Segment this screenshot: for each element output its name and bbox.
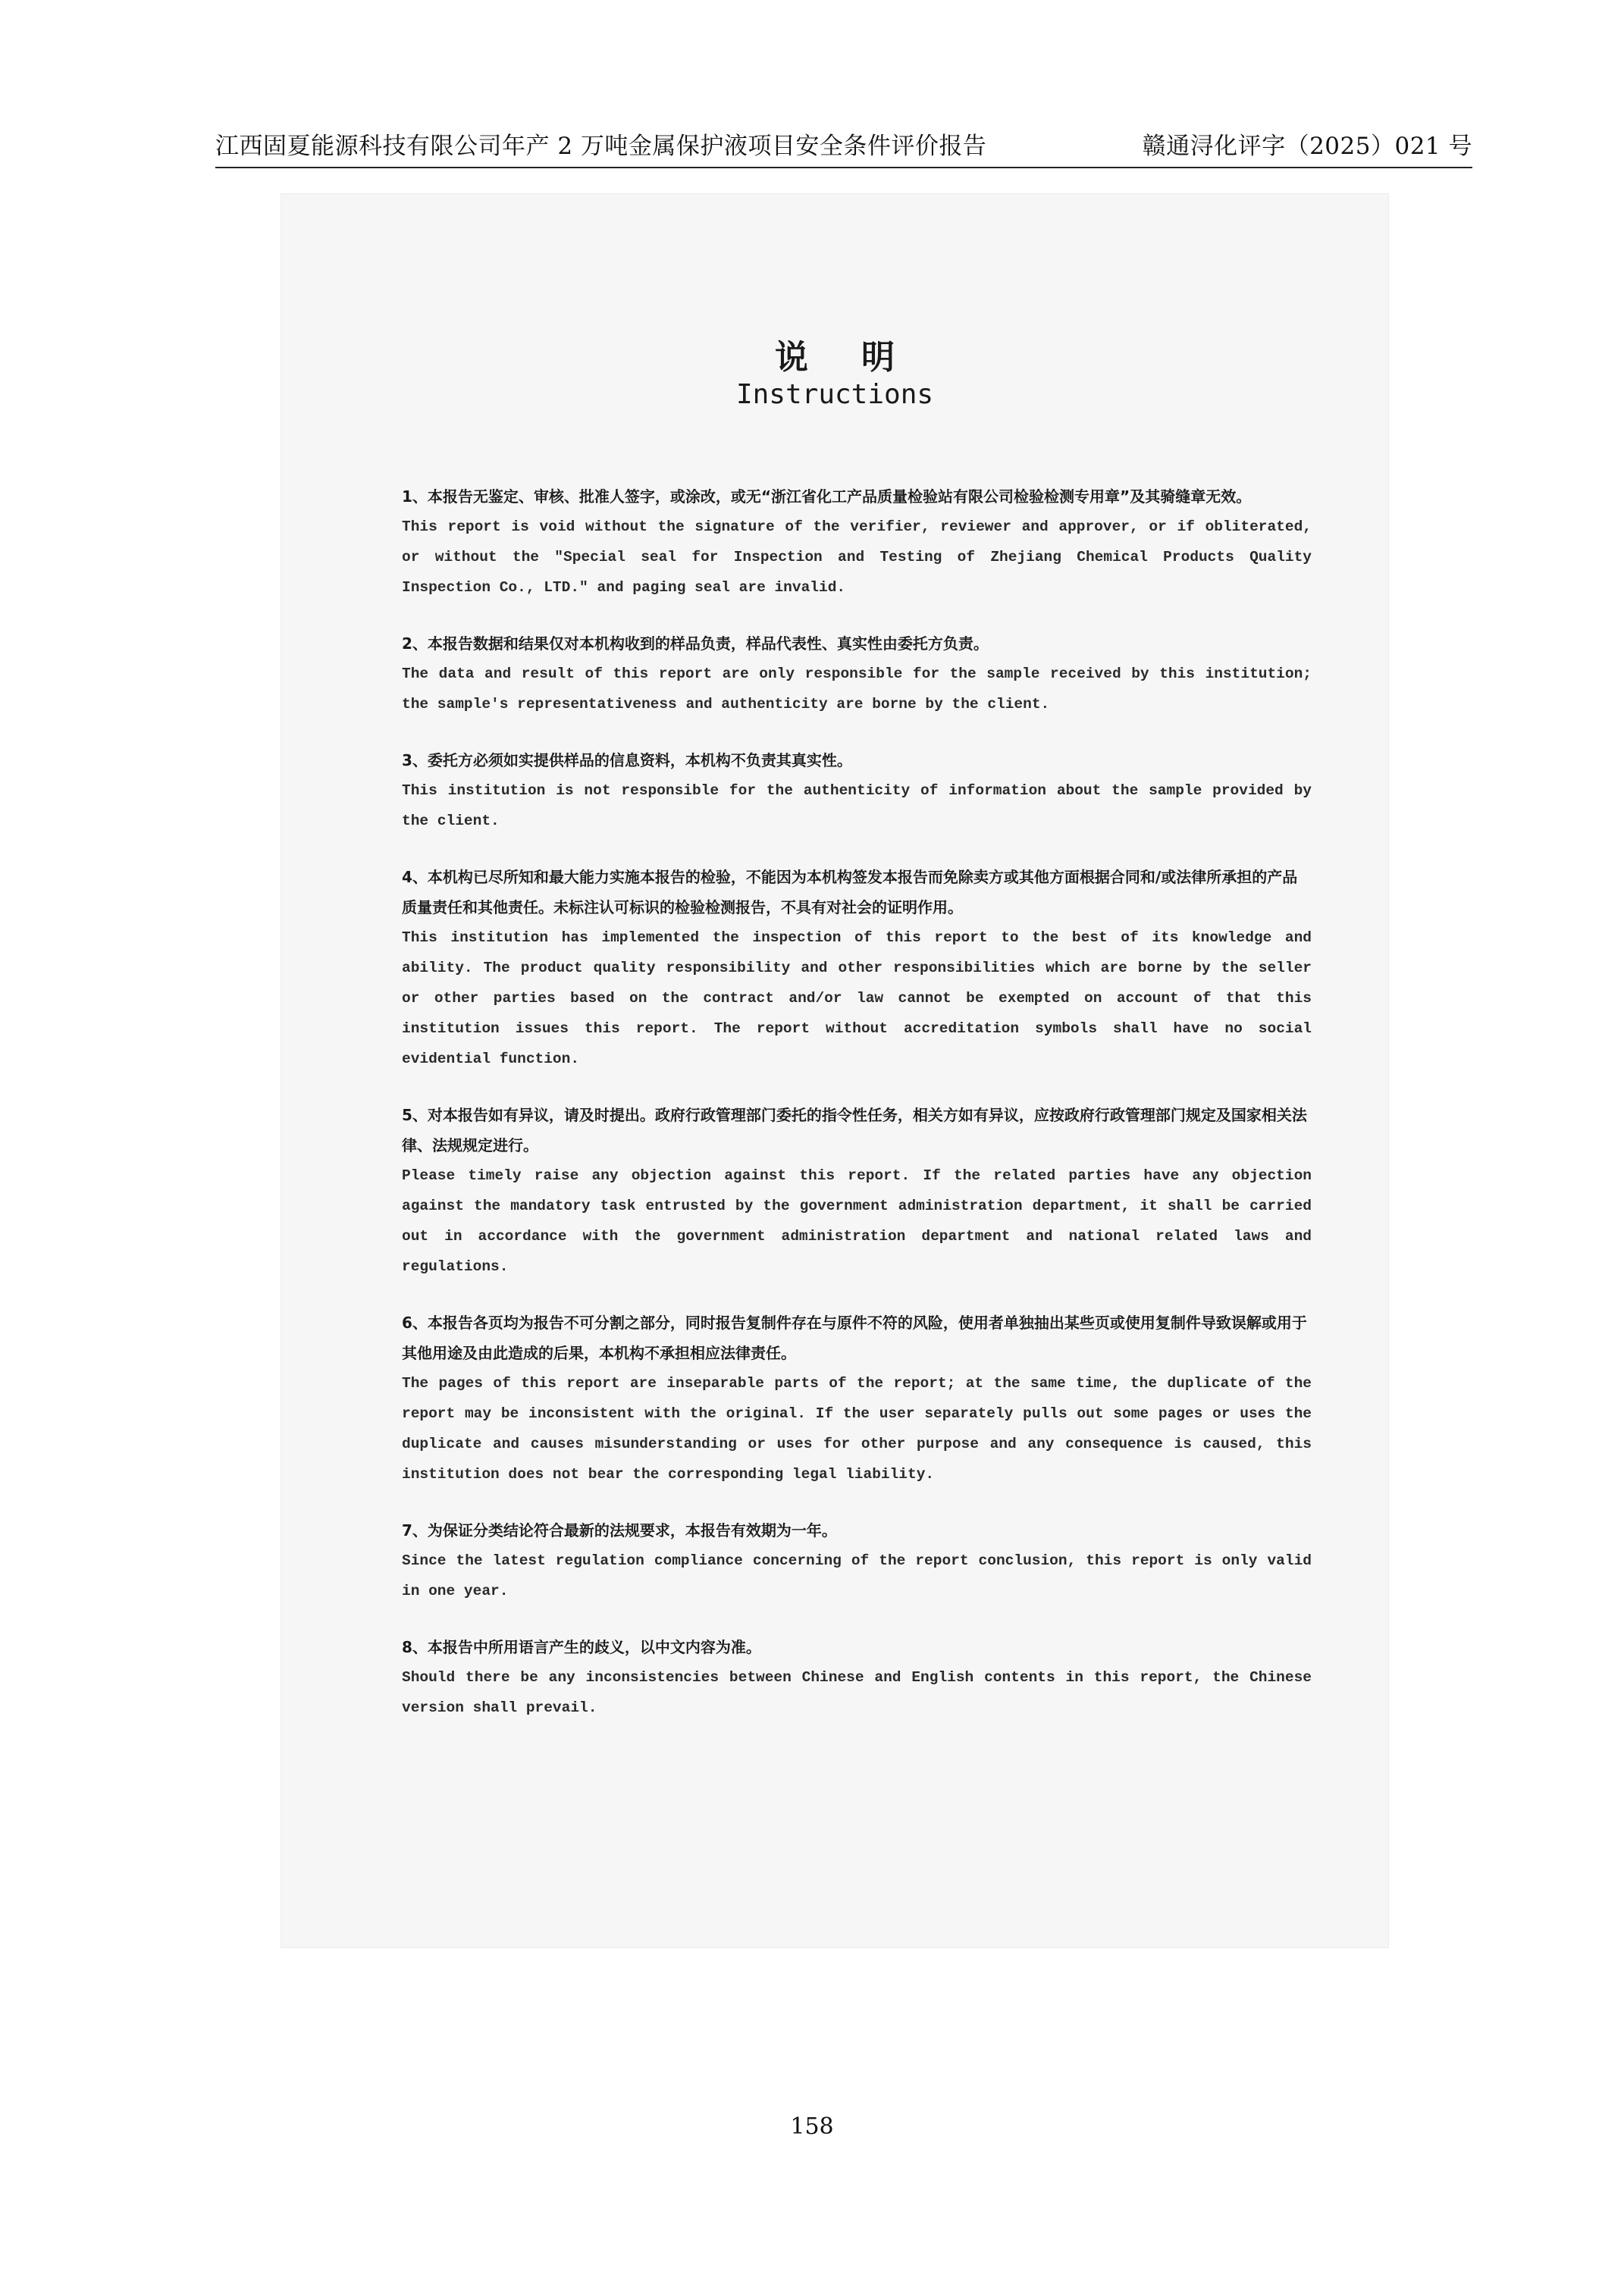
header-report-title: 江西固夏能源科技有限公司年产 2 万吨金属保护液项目安全条件评价报告: [215, 133, 987, 160]
instruction-text-english: The pages of this report are inseparable parts of the report; at the same time, the duplicate of the report may be inconsistent with the original. If the user separately pulls out some pages or uses the duplicate and causes misunderstanding or uses for other purpose and any consequence is caused, this institution does not bear the corresponding legal liability.: [402, 1375, 1312, 1483]
instruction-text-english: This institution is not responsible for the authenticity of information about the sample provided by the client.: [402, 782, 1312, 829]
page-number: 158: [790, 2113, 834, 2140]
instruction-item-7: [402, 1515, 1312, 1606]
instruction-text-chinese: 6、本报告各页均为报告不可分割之部分，同时报告复制件存在与原件不符的风险，使用者单独抽出某些页或使用复制件导致误解或用于其他用途及由此造成的后果，本机构不承担相应法律责任。: [402, 1314, 1307, 1362]
instruction-list: [402, 481, 1312, 1749]
instruction-text-english: Should there be any inconsistencies between Chinese and English contents in this report, the Chinese version shall prevail.: [402, 1669, 1312, 1716]
instruction-text-english: Please timely raise any objection against this report. If the related parties have any objection against the mandatory task entrusted by the government administration department, it shall be carried out in accordance with the government administration department and national related laws and regulations.: [402, 1167, 1312, 1275]
instruction-item-1: [402, 481, 1312, 603]
instruction-item-4: [402, 862, 1312, 1074]
scanned-instructions-page: [281, 193, 1389, 1948]
instruction-text-chinese: 3、委托方必须如实提供样品的信息资料，本机构不负责其真实性。: [402, 751, 852, 769]
instruction-text-chinese: 8、本报告中所用语言产生的歧义，以中文内容为准。: [402, 1638, 761, 1656]
instruction-item-3: [402, 745, 1312, 836]
running-header: [215, 129, 1472, 168]
instruction-text-english: This report is void without the signature of the verifier, reviewer and approver, or if obliterated, or without the "Special seal for Inspection and Testing of Zhejiang Chemical Products Quality Inspection Co., LTD." and paging seal are invalid.: [402, 518, 1312, 596]
title-english: Instructions: [735, 379, 934, 410]
instruction-item-5: [402, 1100, 1312, 1282]
instruction-item-8: [402, 1632, 1312, 1723]
instruction-text-chinese: 4、本机构已尽所知和最大能力实施本报告的检验，不能因为本机构签发本报告而免除卖方或其他方面根据合同和/或法律所承担的产品质量责任和其他责任。未标注认可标识的检验检测报告，不具有对社会的证明作用。: [402, 868, 1298, 916]
instruction-text-chinese: 5、对本报告如有异议，请及时提出。政府行政管理部门委托的指令性任务，相关方如有异议，应按政府行政管理部门规定及国家相关法律、法规规定进行。: [402, 1106, 1307, 1154]
instruction-text-english: This institution has implemented the inspection of this report to the best of its knowledge and ability. The product quality responsibility and other responsibilities which are borne by the seller or other parties based on the contract and/or law cannot be exempted on account of that this institution issues this report. The report without accreditation symbols shall have no social evidential function.: [402, 929, 1312, 1067]
instruction-item-6: [402, 1308, 1312, 1489]
title-chinese: 说明: [775, 338, 948, 377]
instruction-item-2: [402, 628, 1312, 719]
instruction-text-chinese: 2、本报告数据和结果仅对本机构收到的样品负责，样品代表性、真实性由委托方负责。: [402, 634, 989, 653]
instruction-text-chinese: 7、为保证分类结论符合最新的法规要求，本报告有效期为一年。: [402, 1521, 837, 1540]
instruction-text-chinese: 1、本报告无鉴定、审核、批准人签字，或涂改，或无“浙江省化工产品质量检验站有限公司检验检测专用章”及其骑缝章无效。: [402, 487, 1252, 506]
header-report-number: 赣通浔化评字（2025）021 号: [1142, 133, 1472, 160]
instruction-text-english: The data and result of this report are only responsible for the sample received by this institution; the sample's representativeness and authenticity are borne by the client.: [402, 666, 1312, 713]
instruction-text-english: Since the latest regulation compliance concerning of the report conclusion, this report is only valid in one year.: [402, 1552, 1312, 1599]
